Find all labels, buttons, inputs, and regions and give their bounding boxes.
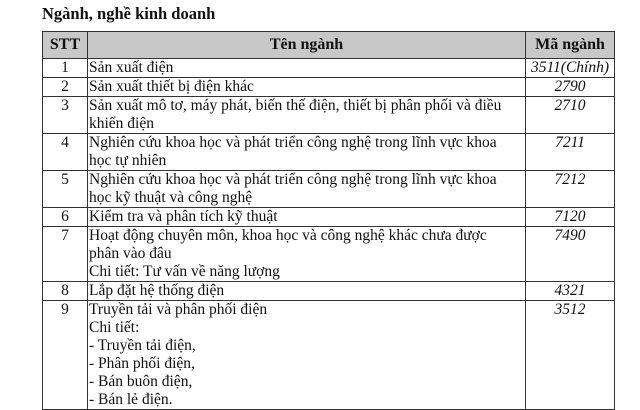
table-row [43, 171, 615, 208]
industry-name-line: - Truyền tải điện, [89, 337, 196, 354]
row-industry-name [88, 301, 526, 410]
row-industry-name [88, 97, 526, 134]
industry-name-line: Lắp đặt hệ thống điện [89, 282, 225, 299]
row-stt: 3 [43, 97, 88, 134]
row-stt: 8 [43, 282, 88, 301]
industry-name-line: - Bán lẻ điện. [89, 391, 173, 408]
industry-name-line: - Phân phối điện, [89, 355, 195, 372]
industry-name-line: Nghiên cứu khoa học và phát triển công nghệ trong lĩnh vực khoa [89, 134, 497, 151]
row-stt: 1 [43, 59, 88, 78]
industry-name-line: phân vào đâu [89, 245, 172, 262]
industry-name-line: Sản xuất điện [89, 59, 174, 76]
table-row [43, 208, 615, 227]
business-lines-table [42, 31, 615, 410]
row-stt: 7 [43, 227, 88, 282]
table-row [43, 134, 615, 171]
row-industry-name [88, 282, 526, 301]
industry-name-line: học tự nhiên [89, 152, 167, 169]
table-row [43, 59, 615, 78]
industry-name-line: Nghiên cứu khoa học và phát triển công nghệ trong lĩnh vực khoa [89, 171, 497, 188]
table-row [43, 97, 615, 134]
row-stt: 9 [43, 301, 88, 410]
header-stt: STT [43, 32, 88, 59]
header-name: Tên ngành [88, 32, 526, 59]
row-stt: 5 [43, 171, 88, 208]
industry-name-line: Sản xuất mô tơ, máy phát, biến thế điện, thiết bị phân phối và điều [89, 97, 502, 114]
row-industry-code: 3512 [526, 301, 615, 410]
row-industry-code: 2790 [526, 78, 615, 97]
row-stt: 2 [43, 78, 88, 97]
industry-name-line: học kỹ thuật và công nghệ [89, 189, 253, 206]
industry-name-line: khiển điện [89, 115, 154, 132]
section-title: Ngành, nghề kinh doanh [42, 4, 216, 23]
industry-name-line: - Bán buôn điện, [89, 373, 193, 390]
row-industry-name [88, 59, 526, 78]
row-industry-name [88, 227, 526, 282]
industry-name-line: Truyền tải và phân phối điện [89, 301, 268, 318]
header-code: Mã ngành [526, 32, 615, 59]
row-industry-code: 7211 [526, 134, 615, 171]
table-row [43, 78, 615, 97]
row-industry-code: 7490 [526, 227, 615, 282]
industry-name-line: Kiểm tra và phân tích kỹ thuật [89, 208, 278, 225]
row-industry-code: 7212 [526, 171, 615, 208]
industry-name-line: Chi tiết: Tư vấn về năng lượng [89, 263, 280, 280]
row-industry-name [88, 208, 526, 227]
row-stt: 4 [43, 134, 88, 171]
table-row [43, 282, 615, 301]
row-industry-code: 7120 [526, 208, 615, 227]
industry-name-line: Hoạt động chuyên môn, khoa học và công nghệ khác chưa được [89, 227, 487, 244]
table-row [43, 227, 615, 282]
industry-name-line: Sản xuất thiết bị điện khác [89, 78, 254, 95]
row-industry-name [88, 78, 526, 97]
row-industry-code: 2710 [526, 97, 615, 134]
row-industry-name [88, 171, 526, 208]
industry-name-line: Chi tiết: [89, 319, 140, 336]
row-stt: 6 [43, 208, 88, 227]
table-row [43, 301, 615, 410]
row-industry-code: 4321 [526, 282, 615, 301]
row-industry-code: 3511(Chính) [526, 59, 615, 78]
row-industry-name [88, 134, 526, 171]
table-header-row [43, 32, 615, 59]
